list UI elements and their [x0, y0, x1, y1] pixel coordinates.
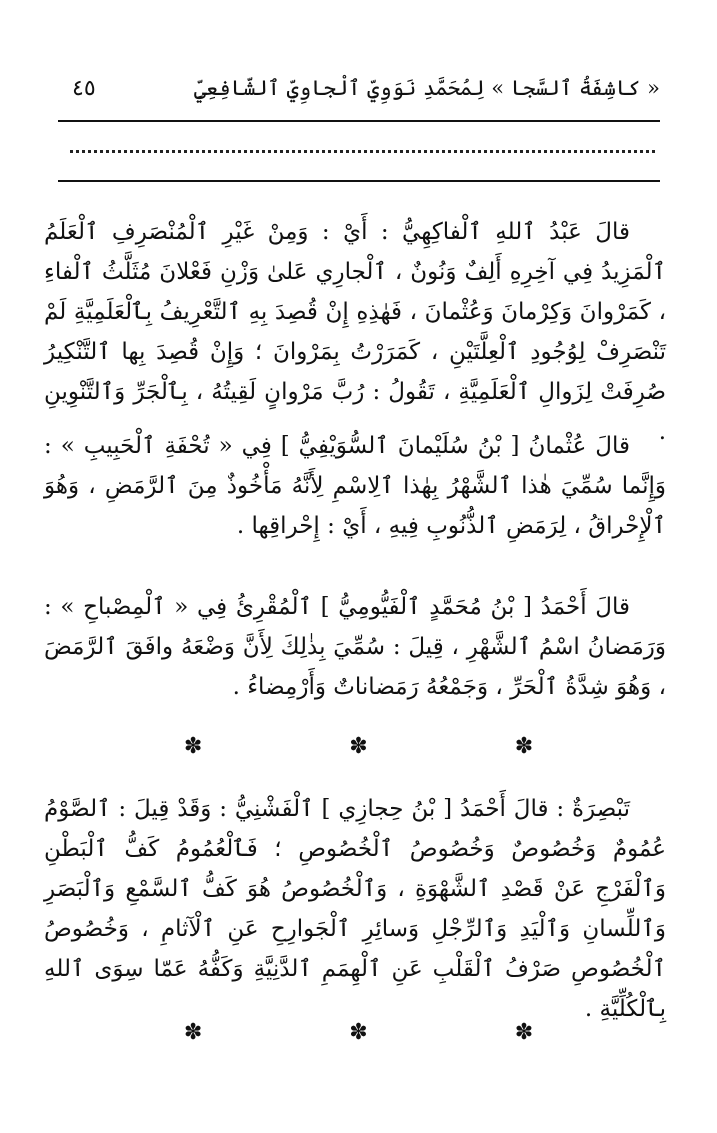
- star-separator: ✽ ✽ ✽: [183, 1020, 604, 1045]
- paragraph-fakihi: [44, 212, 666, 452]
- page-header: [58, 68, 660, 108]
- star-separator: ✽ ✽ ✽: [183, 734, 604, 759]
- header-rule-top: [58, 120, 660, 122]
- dotted-separator: [70, 150, 655, 153]
- paragraph-text: قالَ أَحْمَدُ [ بْنُ مُحَمَّدٍ ٱلْفَيُّومِيُّ ] ٱلْمُقْرِئُ فِي « ٱلْمِصْباحِ » : وَرَمَضانُ اسْمُ ٱلشَّهْرِ ، قِيلَ : سُمِّيَ بِذٰلِكَ لِأَنَّ وَضْعَهُ وافَقَ ٱلرَّمَضَ ، وَهُوَ شِدَّةُ ٱلْحَرِّ ، وَجَمْعُهُ رَمَضاناتٌ وَأَرْمِضاءُ .: [44, 594, 666, 700]
- paragraph-uthman: [44, 426, 666, 546]
- paragraph-tabsira: [44, 789, 666, 1029]
- paragraph-text: تَبْصِرَةٌ : قالَ أَحْمَدُ [ بْنُ حِجازِي ] ٱلْفَشْنِيُّ : وَقَدْ قِيلَ : ٱلصَّوْمُ عُمُومٌ وَخُصُوصٌ وَخُصُوصُ ٱلْخُصُوصِ ؛ فَٱلْعُمُومُ كَفُّ ٱلْبَطْنِ وَٱلْفَرْجِ عَنْ قَصْدِ ٱلشَّهْوَةِ ، وَٱلْخُصُوصُ هُوَ كَفُّ ٱلسَّمْعِ وَٱلْبَصَرِ وَٱللِّسانِ وَٱلْيَدِ وَٱلرِّجْلِ وَسائِرِ ٱلْجَوارِحِ عَنِ ٱلْآثامِ ، وَخُصُوصُ ٱلْخُصُوصِ صَرْفُ ٱلْقَلْبِ عَنِ ٱلْهِمَمِ ٱلدَّنِيَّةِ وَكَفُّهُ عَمّا سِوَى ٱللهِ بِٱلْكُلِّيَّةِ .: [44, 796, 666, 1022]
- paragraph-fayyumi: [44, 587, 666, 707]
- running-title: « كاشِفَةُ ٱلسَّجا » لِمُحَمَّدِ نَوَوِيِّ ٱلْجاوِيِّ ٱلشّافِعِيِّ: [193, 76, 660, 100]
- paragraph-text: قالَ عَبْدُ ٱللهِ ٱلْفاكِهِيُّ : أَيْ : وَمِنْ غَيْرِ ٱلْمُنْصَرِفِ ٱلْعَلَمُ ٱلْمَزِيدُ فِي آخِرِهِ أَلِفٌ وَنُونٌ ، ٱلْجارِي عَلىٰ وَزْنِ فَعْلانَ مُثَلَّثُ ٱلْفاءِ ، كَمَرْوانَ وَكِرْمانَ وَعُثْمانَ ، فَهٰذِهِ إِنْ قُصِدَ بِهِ ٱلتَّعْرِيفُ بِٱلْعَلَمِيَّةِ لَمْ تَنْصَرِفْ لِوُجُودِ ٱلْعِلَّتَيْنِ ، كَمَرَرْتُ بِمَرْوانَ ؛ وَإِنْ قُصِدَ بِها ٱلتَّنْكِيرُ صُرِفَتْ لِزَوالِ ٱلْعَلَمِيَّةِ ، تَقُولُ : رُبَّ مَرْوانٍ لَقِيتُهُ ، بِٱلْجَرِّ وَٱلتَّنْوِينِ .: [44, 219, 666, 445]
- header-rule-bottom: [58, 180, 660, 182]
- page-number: ٤٥: [72, 75, 96, 101]
- paragraph-text: قالَ عُثْمانُ [ بْنُ سُلَيْمانَ ٱلسُّوَيْفِيُّ ] فِي « تُحْفَةِ ٱلْحَبِيبِ » : وَإِنَّما سُمِّيَ هٰذا ٱلشَّهْرُ بِهٰذا ٱلِاسْمِ لِأَنَّهُ مَأْخُوذٌ مِنَ ٱلرَّمَضِ ، وَهُوَ ٱلْإِحْراقُ ، لِرَمَضِ ٱلذُّنُوبِ فِيهِ ، أَيْ : إِحْراقِها .: [44, 433, 666, 539]
